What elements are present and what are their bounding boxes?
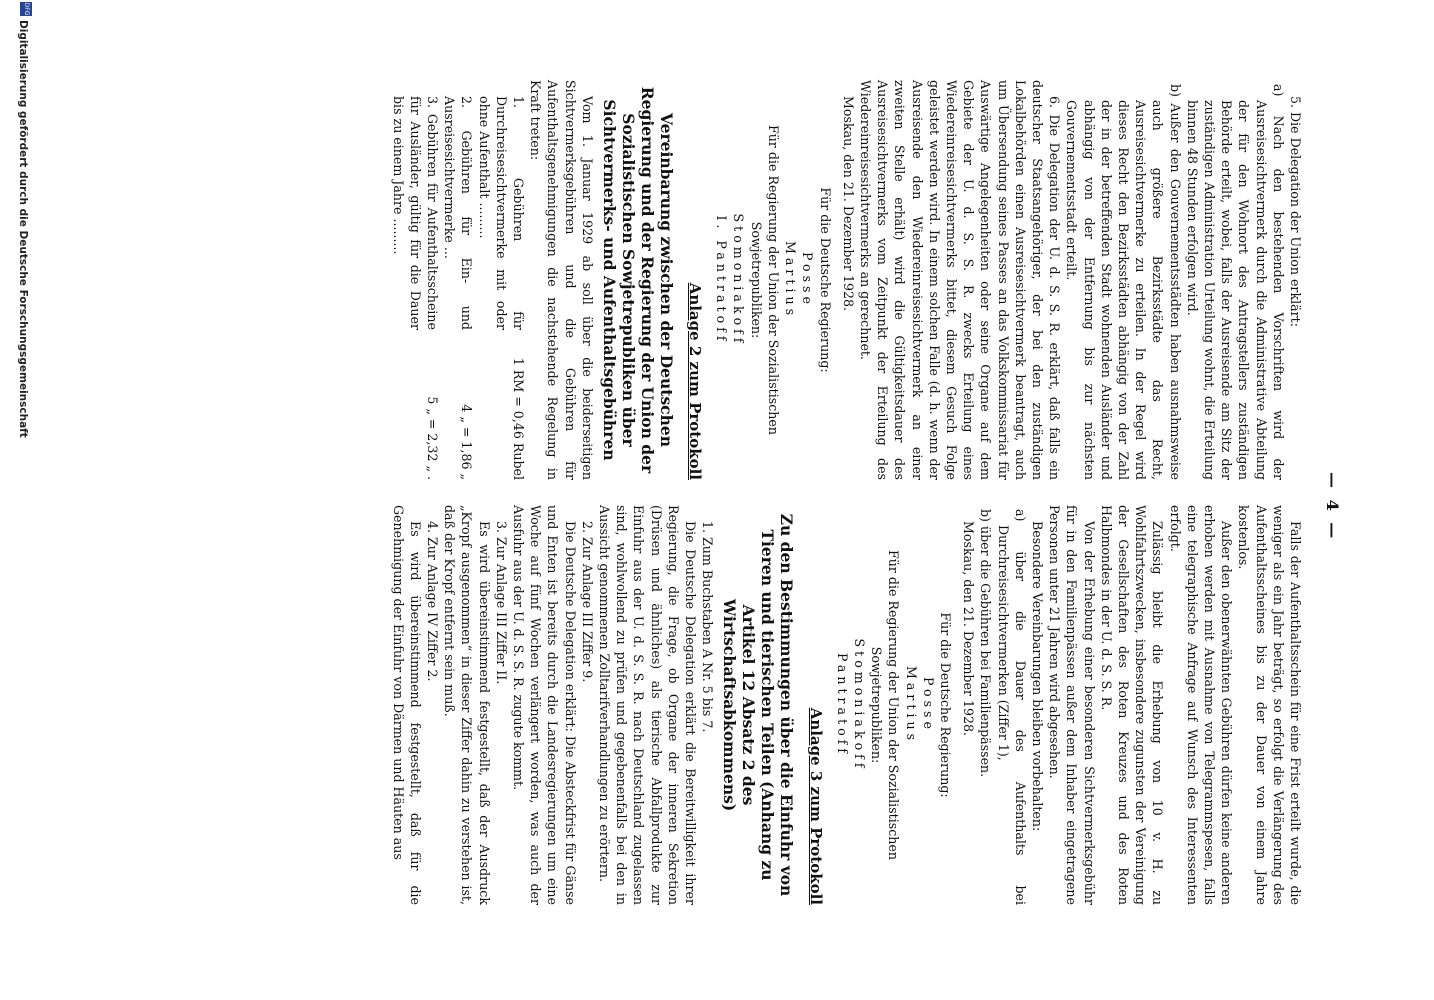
signature: Martius [783,240,799,320]
signature: Posse [800,252,816,308]
date-line: Moskau, den 21. Dezember 1928. [840,96,856,312]
paragraph: 5. Die Delegation der Union erklärt: [1288,96,1303,327]
list-item: b) über die Gebühren bei Familienpässen. [978,509,994,778]
subsection-title: 2. Zur Anlage III Ziffer 9. [579,521,595,683]
signatory-label: Für die Regierung der Union der Sozialistischen Sowjetrepubliken: [869,550,902,860]
right-column [389,505,1304,905]
annex-title: Anlage 3 zum Protokoll [806,707,825,905]
signature: Stomoniakoff [851,638,867,772]
section-heading: Vereinbarung zwischen der Deutschen Regierung und der Regierung der Union der Sozialistischen Sowjetrepubliken über Sichtvermerks- und Aufenthaltsgebühren [599,86,676,474]
fee-amount: 5 „ = 2,32 „ . [425,396,441,480]
signatory-label: Für die Regierung der Union der Sozialistischen Sowjetrepubliken: [748,125,781,435]
signature: Martius [903,665,919,745]
paragraph: Es wird übereinstimmend festgestellt, daß der Ausdruck „Kropf ausgenommen“ in dieser Ziffer dahin zu verstehen ist, daß der Kropf entfernt sein muß. [442,505,492,905]
annex-title: Anlage 2 zum Protokoll [686,282,705,480]
signature: I. Pantratoff [714,215,730,345]
fee-amount: 4 „ = 1,86 „ [459,404,475,480]
dfg-logo: DFG [20,2,32,16]
fee-label: 2. Gebühren für Ein- und Ausreisesichtvermerke ... [442,96,475,330]
paragraph: Es wird übereinstimmend festgestellt, daß für die Genehmigung der Einfuhr von Därmen und Häuten aus [390,505,423,905]
signature: Posse [920,677,936,733]
signatory-label: Für die Deutsche Regierung: [937,612,953,798]
paragraph: Vom 1. Januar 1929 ab soll über die beiderseitigen Sichtvermerksgebühren und die Gebühren für Aufenthaltsgenehmigungen die nachstehende Regelung in Kraft treten: [528,80,595,480]
signature: Stomoniakoff [731,213,747,347]
fee-list [389,80,527,480]
fee-row [389,80,441,480]
paragraph: Falls der Aufenthaltsschein für eine Frist erteilt wurde, die weniger als ein Jahr beträgt, so erfolgt die Verlängerung des Aufenthaltsscheines bis zu der Dauer von einem Jahre kostenlos. [1236,505,1303,905]
section-heading: Zu den Bestimmungen über die Einfuhr von Tieren und tierischen Teilen (Anhang zu Artikel 12 Absatz 2 des Wirtschaftsabkommens) [720,513,797,897]
signatory-label: Für die Deutsche Regierung: [817,187,833,373]
date-line: Moskau, den 21. Dezember 1928. [961,521,977,737]
paragraph: Von der Erhebung einer besonderen Sichtvermerksgebühr für in den Familienpässen außer dem Inhaber eingetragene Personen unter 21 Jahren wird abgesehen. [1047,505,1097,905]
fee-label: 1. Gebühren für Durchreisesichtvermerke mit oder ohne Aufenthalt ......... [476,96,527,330]
fee-amount: 1 RM = 0,46 Rubel [511,357,527,480]
paragraph: Die Deutsche Delegation erklärt: Die Absteckfrist für Gänse und Enten ist bereits durch die Landesregierungen um eine Woche auf fünf Wochen verlängert worden, was auch der Ausfuhr aus der U. d. S. S. R. zugute kommt. [511,505,578,905]
paragraph: Besondere Vereinbarungen bleiben vorbehalten: [1029,521,1045,832]
paragraph: Außer den obenerwähnten Gebühren dürfen keine anderen erhoben werden mit Ausnahme von Telegrammspesen, falls eine telegraphische Anfrage auf Wunsch des Interessenten erfolgt. [1167,505,1235,905]
subsection-title: 3. Zur Anlage III Ziffer II. [493,521,509,685]
paragraph: Zulässig bleibt die Erhebung von 10 v. H. zu Wohlfahrtszwecken, insbesondere zugunsten der Vereinigung der Gesellschaften des Roten Kreuzes und des Roten Halbmondes in der U. d. S. S. R. [1098,505,1166,905]
page-number: — 4 — [1323,472,1342,542]
list-item: a) über die Dauer des Aufenthalts bei Durchreisesichtvermerken (Ziffer 1), [995,509,1028,905]
subsection-title: 4. Zur Anlage IV Ziffer 2. [425,521,441,682]
list-item: b) Außer den Gouvernementsstädten haben ausnahmsweise auch größere Bezirksstädte das Recht, Ausreisesichtvermerke zu erteilen. In der Regel wird dieses Recht den Bezirksstädten abhängig von der Zahl der in der betreffenden Stadt wohnenden Ausländer und abhängig von der Entfernung bis zur nächsten Gouvernementsstadt erteilt. [1064,84,1183,480]
list-item: a) Nach den bestehenden Vorschriften wird der Ausreisesichtvermerk durch die Administrative Abteilung der für den Wohnort des Antragstellers zuständigen Behörde erteilt, wobei, falls der Ausreisende am Sitz der zuständigen Administration Urteilung wohnt, die Erteilung binnen 48 Stunden erfolgen wird. [1184,84,1286,480]
paragraph: 6. Die Delegation der U. d. S. S. R. erklärt, daß falls ein deutscher Staatsangehöriger, der bei den zuständigen Lokalbehörden einen Ausreisesichtvermerk beantragt, auch um Übersendung seines Passes an das Volkskommissariat für Auswärtige Angelegenheiten oder seine Organe auf dem Gebiete der U. d. S. S. R. zwecks Erteilung eines Wiedereinreisesichtvermerks bittet, diesem Gesuch Folge geleistet werden wird. In einem solchen Falle (d. h. wenn der Ausreisende den Wiedereinreisesichtvermerk an einer zweiten Stelle erhält) wird die Gültigkeitsdauer des Ausreisesichtvermerks vom Zeitpunkt der Erteilung des Wiedereinreisesichtvermerks an gerechnet. [857,80,1063,480]
signature: Pantratoff [834,652,850,758]
subsection-title: 1. Zum Buchstaben A Nr. 5 bis 7. [700,521,716,733]
fee-row [475,80,527,480]
left-column [389,80,1304,480]
digitization-credit: Digitalisierung gefördert durch die Deutsche Forschungsgemeinschaft [17,20,29,438]
paragraph: Die Deutsche Delegation erklärt die Bereitwilligkeit ihrer Regierung, die Frage, ob Organe der inneren Sekretion (Drüsen und ähnliches) als tierische Abfallprodukte zur Einfuhr aus der U. d. S. S. R. nach Deutschland zugelassen sind, wohlwollend zu prüfen und gegebenenfalls bei den in Aussicht genommenen Zolltarifverhandlungen zu erörtern. [597,505,699,905]
fee-row [441,80,475,480]
fee-label: 3. Gebühren für Aufenthaltsscheine für Ausländer, gültig für die Dauer bis zu einem Jahre ......... [390,96,441,330]
